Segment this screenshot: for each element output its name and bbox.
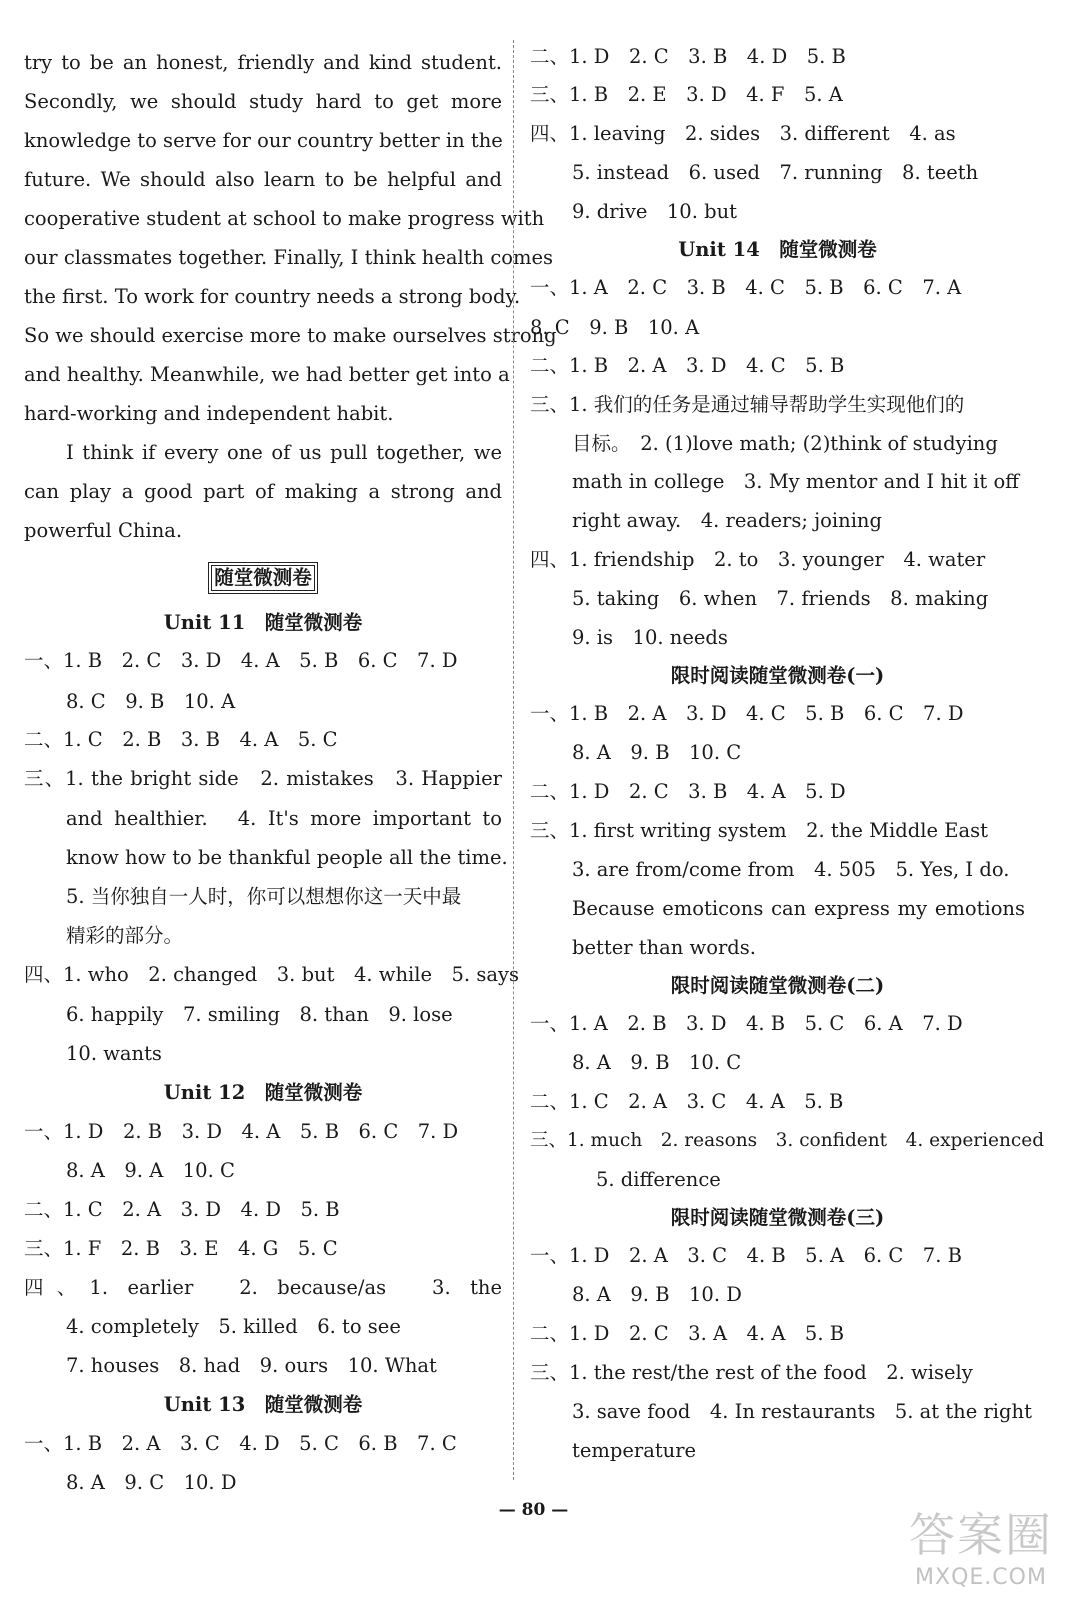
answer-line: 4. completely 5. killed 6. to see xyxy=(66,1315,401,1338)
unit11-title: Unit 11 随堂微测卷 xyxy=(163,611,363,634)
answer-line: 10. wants xyxy=(66,1042,162,1065)
reading2-title: 限时阅读随堂微测卷(二) xyxy=(670,974,885,997)
essay-line: powerful China. xyxy=(24,519,183,542)
essay-line: Secondly, we should study hard to get more xyxy=(24,90,502,113)
answer-line: 二、1. D 2. C 3. B 4. D 5. B xyxy=(530,45,846,68)
essay-line: future. We should also learn to be helpful and xyxy=(24,168,502,191)
essay-line: try to be an honest, friendly and kind student. xyxy=(24,51,502,74)
answer-line: 二、1. C 2. A 3. C 4. A 5. B xyxy=(530,1090,844,1113)
answer-line: 8. A 9. B 10. C xyxy=(572,1051,742,1074)
unit14-title: Unit 14 随堂微测卷 xyxy=(678,238,877,261)
column-divider xyxy=(513,40,514,1480)
answer-line: 三、1. B 2. E 3. D 4. F 5. A xyxy=(530,83,843,106)
section-title-box xyxy=(24,562,502,594)
answer-line: 二、1. D 2. C 3. B 4. A 5. D xyxy=(530,780,846,803)
answer-line: 5. 当你独自一人时，你可以想想你这一天中最 xyxy=(66,885,462,908)
watermark xyxy=(909,1499,1053,1590)
answer-line: 8. C 9. B 10. A xyxy=(66,690,236,713)
answer-line: 二、1. C 2. A 3. D 4. D 5. B xyxy=(24,1198,340,1221)
unit13-title: Unit 13 随堂微测卷 xyxy=(163,1393,363,1416)
answer-line: 8. A 9. B 10. C xyxy=(572,741,742,764)
reading3-title: 限时阅读随堂微测卷(三) xyxy=(670,1206,885,1229)
answer-line: 一、1. B 2. A 3. C 4. D 5. C 6. B 7. C xyxy=(24,1432,457,1455)
unit12-title: Unit 12 随堂微测卷 xyxy=(163,1081,363,1104)
answer-line: 四、1. earlier 2. because/as 3. the xyxy=(24,1276,502,1299)
essay-line: knowledge to serve for our country better in the xyxy=(24,129,503,152)
answer-line: know how to be thankful people all the time. xyxy=(66,846,508,869)
essay-line: I think if every one of us pull together, we xyxy=(66,441,502,464)
answer-line: better than words. xyxy=(572,936,756,959)
answer-line: math in college 3. My mentor and I hit it off xyxy=(572,470,1020,493)
answer-line: 目标。 2. (1)love math; (2)think of studying xyxy=(572,432,998,455)
answer-line: 3. are from/come from 4. 505 5. Yes, I do. xyxy=(572,858,1010,881)
essay-line: can play a good part of making a strong and xyxy=(24,480,502,503)
answer-line: 四、1. friendship 2. to 3. younger 4. water xyxy=(530,548,986,571)
answer-line: 二、1. D 2. C 3. A 4. A 5. B xyxy=(530,1322,845,1345)
answer-line: 6. happily 7. smiling 8. than 9. lose xyxy=(66,1003,453,1026)
essay-line: hard-working and independent habit. xyxy=(24,402,394,425)
answer-line: 三、1. the bright side 2. mistakes 3. Happier xyxy=(24,767,502,790)
answer-line: 8. A 9. A 10. C xyxy=(66,1159,235,1182)
answer-line: 一、1. B 2. C 3. D 4. A 5. B 6. C 7. D xyxy=(24,649,458,672)
answer-line: 9. drive 10. but xyxy=(572,200,737,223)
answer-line: 一、1. D 2. B 3. D 4. A 5. B 6. C 7. D xyxy=(24,1120,459,1143)
reading1-title: 限时阅读随堂微测卷(一) xyxy=(670,664,885,687)
answer-line: 三、1. the rest/the rest of the food 2. wisely xyxy=(530,1361,973,1384)
answer-line: 精彩的部分。 xyxy=(66,924,184,947)
answer-line: 7. houses 8. had 9. ours 10. What xyxy=(66,1354,437,1377)
essay-line: and healthy. Meanwhile, we had better get into a xyxy=(24,363,510,386)
watermark-bottom: MXQE.COM xyxy=(915,1565,1047,1590)
answer-line: 8. A 9. C 10. D xyxy=(66,1471,237,1494)
essay-line: our classmates together. Finally, I think health comes xyxy=(24,246,554,269)
answer-line: 三、1. much 2. reasons 3. confident 4. experienced xyxy=(530,1130,1045,1151)
answer-line: 9. is 10. needs xyxy=(572,626,728,649)
answer-line: 8. C 9. B 10. A xyxy=(530,316,700,339)
answer-line: 5. taking 6. when 7. friends 8. making xyxy=(572,587,989,610)
answer-line: 三、1. 我们的任务是通过辅导帮助学生实现他们的 xyxy=(530,393,965,416)
section-box-title: 随堂微测卷 xyxy=(208,562,318,594)
answer-line: 四、1. who 2. changed 3. but 4. while 5. says xyxy=(24,963,519,986)
answer-line: 8. A 9. B 10. D xyxy=(572,1283,742,1306)
answer-line: 一、1. D 2. A 3. C 4. B 5. A 6. C 7. B xyxy=(530,1244,962,1267)
answer-line: 二、1. C 2. B 3. B 4. A 5. C xyxy=(24,728,338,751)
answer-line: 一、1. B 2. A 3. D 4. C 5. B 6. C 7. D xyxy=(530,702,964,725)
answer-line: 一、1. A 2. B 3. D 4. B 5. C 6. A 7. D xyxy=(530,1012,963,1035)
answer-line: 一、1. A 2. C 3. B 4. C 5. B 6. C 7. A xyxy=(530,276,962,299)
answer-line: 3. save food 4. In restaurants 5. at the right xyxy=(572,1400,1032,1423)
essay-line: the first. To work for country needs a strong body. xyxy=(24,285,521,308)
essay-line: So we should exercise more to make ourselves strong xyxy=(24,324,557,347)
answer-line: 5. difference xyxy=(596,1168,721,1191)
answer-line: temperature xyxy=(572,1439,697,1462)
answer-line: right away. 4. readers; joining xyxy=(572,509,882,532)
page-number: — 80 — xyxy=(498,1500,569,1520)
answer-line: 5. instead 6. used 7. running 8. teeth xyxy=(572,161,979,184)
answer-line: and healthier. 4. It's more important to xyxy=(66,807,502,830)
essay-line: cooperative student at school to make progress with xyxy=(24,207,545,230)
answer-line: 二、1. B 2. A 3. D 4. C 5. B xyxy=(530,354,845,377)
watermark-top: 答案圈 xyxy=(909,1508,1053,1562)
answer-line: 三、1. first writing system 2. the Middle East xyxy=(530,819,988,842)
answer-line: Because emoticons can express my emotions xyxy=(572,897,1025,920)
answer-line: 三、1. F 2. B 3. E 4. G 5. C xyxy=(24,1237,338,1260)
answer-line: 四、1. leaving 2. sides 3. different 4. as xyxy=(530,122,956,145)
